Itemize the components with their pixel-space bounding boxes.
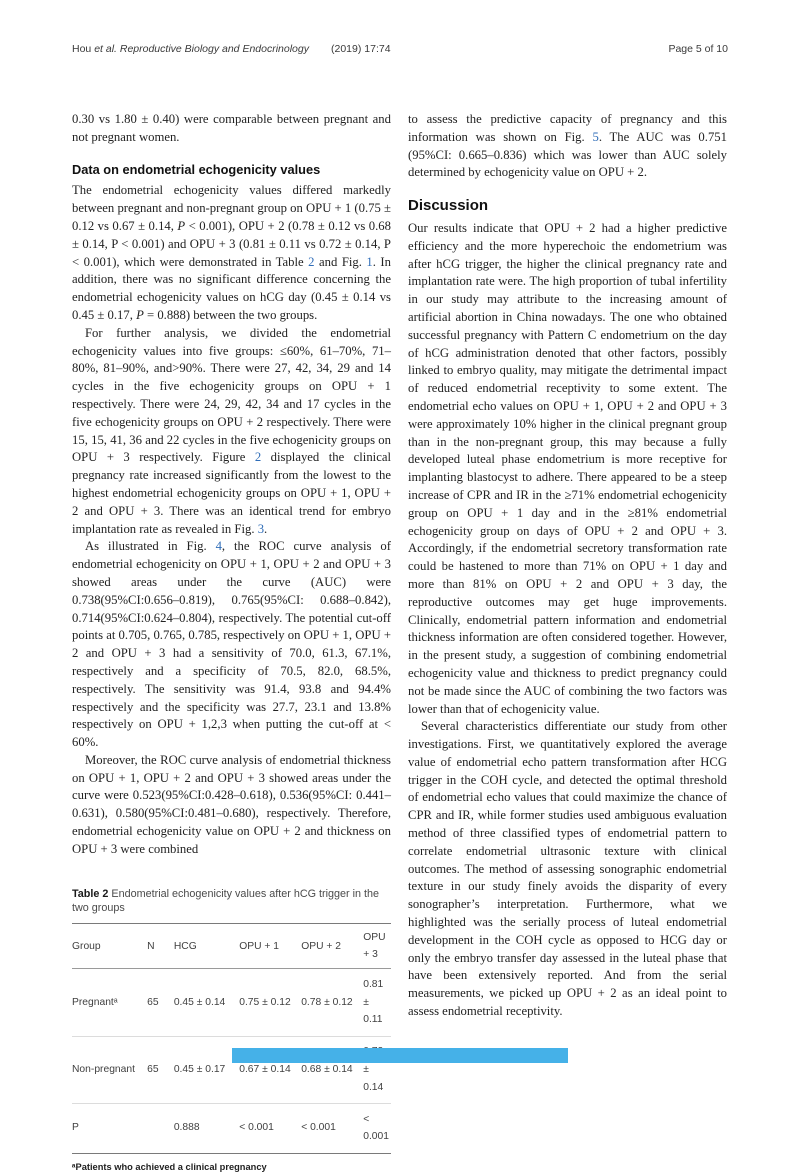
text-segment: Several characteristics differentiate our study from other investigations. First, we quantitatively explored the average value of endometrial echo pattern transformation after HCG trigger in the COH cycle, and detected the optimal threshold of endometrial echo values that could maximize the chance of CPR and IR, while former studies used ambiguous evaluation method of three classified types of endometrial pattern to correlate endometrial ultrasonic texture with clinical outcomes. The method of assessing sonographic endometrial texture in our study finely avoids the disparity of every sonographer’s interpretation. Furthermore, what we highlighted was the serially process of luteal endometrial development in the COH cycle as opposed to HCG day or only the embryo transfer day assessed in the luteal phase that have been extensively reported. And from the serial measurements, we picked up OPU + 2 as an ideal point to assess endometrial receptivity.: [408, 719, 727, 1019]
column-header: OPU + 1: [239, 923, 301, 969]
table-cell: 0.81 ± 0.11: [363, 969, 391, 1036]
paragraph-continued: [72, 111, 391, 147]
table-cell: Non-pregnant: [72, 1036, 147, 1103]
paragraph: [408, 718, 727, 1021]
table-cell: 0.45 ± 0.17: [174, 1036, 239, 1103]
table-cell: P: [72, 1104, 147, 1154]
table-2: [72, 923, 391, 1154]
header-journal-title: et al. Reproductive Biology and Endocrinology: [94, 43, 309, 55]
text-segment: . The AUC was 0.751 (95%CI: 0.665–0.836) which was lower than AUC solely determined by echogenicity value on OPU + 2.: [408, 129, 727, 180]
paragraph: [72, 182, 391, 324]
figure-table-ref-link[interactable]: 2: [254, 450, 262, 465]
column-header: Group: [72, 923, 147, 969]
figure-table-ref-link[interactable]: 1: [366, 254, 373, 269]
text-segment: Moreover, the ROC curve analysis of endometrial thickness on OPU + 1, OPU + 2 and OPU + 3 showed areas under the curve were 0.523(95%CI:0.428–0.618), 0.536(95%CI: 0.441–0.631), 0.580(95%CI:0.481–0.680), respectively. Therefore, endometrial echogenicity value on OPU + 2 and thickness on OPU + 3 were combined: [72, 752, 391, 856]
table-cell: 65: [147, 1036, 174, 1103]
table-cell: 65: [147, 969, 174, 1036]
text-segment: to assess the predictive capacity of pregnancy and this information was shown on Fig.: [408, 112, 727, 144]
right-column: [408, 111, 727, 1176]
table-2-header: [72, 923, 391, 969]
table-cell: < 0.001: [239, 1104, 301, 1154]
table-cell: < 0.001: [363, 1104, 391, 1154]
text-segment: , the ROC curve analysis of endometrial echogenicity on OPU + 1, OPU + 2 and OPU + 3 showed areas under the curve (AUC) were 0.738(95%CI:0.656–0.819), 0.765(95%CI: 0.688–0.842), 0.714(95%CI:0.624–0.804), respectively. The potential cut-off points at 0.705, 0.765, 0.785, respectively on OPU + 1, OPU + 2 and OPU + 3 had a sensitivity of 70.0, 61.3, 67.1%, respectively and a specificity of 70.5, 82.0, 68.5%, respectively. The sensitivity was 91.4, 93.8 and 94.4% respectively and the specificity was 27.7, 23.1 and 13.8% respectively on OPU + 1,2,3 when putting the cut-off at < 60%.: [72, 539, 391, 750]
header-citation: (2019) 17:74: [331, 43, 391, 55]
table-cell: < 0.001: [301, 1104, 363, 1154]
table-cell: [147, 1104, 174, 1154]
header-authors: Hou: [72, 43, 95, 55]
table-2-caption-text: Endometrial echogenicity values after hCG trigger in the two groups: [72, 887, 380, 915]
table-2-block: [72, 887, 391, 1176]
left-column: [72, 111, 391, 1176]
table-2-footnote: ᵃPatients who achieved a clinical pregnancy: [72, 1161, 267, 1172]
header-page-number: Page 5 of 10: [668, 43, 728, 55]
text-segment: .: [264, 521, 268, 536]
paragraph: [72, 538, 391, 752]
table-row: [72, 1036, 391, 1103]
table-2-caption-label: Table 2: [72, 887, 109, 900]
column-header: OPU + 3: [363, 923, 391, 969]
subsection-heading-echogenicity: Data on endometrial echogenicity values: [72, 161, 321, 177]
paragraph: [408, 220, 727, 718]
text-segment: P: [177, 218, 186, 233]
running-header: [72, 43, 728, 55]
figure-table-ref-link[interactable]: 2: [308, 254, 315, 269]
column-header: HCG: [174, 923, 239, 969]
two-column-body: [72, 111, 728, 1176]
section-heading-discussion: Discussion: [408, 197, 489, 215]
table-cell: Pregnantᵃ: [72, 969, 147, 1036]
table-cell: 0.45 ± 0.14: [174, 969, 239, 1036]
table-cell: 0.67 ± 0.14: [239, 1036, 301, 1103]
text-segment: < 0.001), OPU + 2 (0.78 ± 0.12 vs 0.68 ± 0.14, P < 0.001) and OPU + 3 (0.81 ± 0.11 vs 0.72 ± 0.14, P < 0.001), which were demonstrated in Table: [72, 218, 391, 269]
figure-table-ref-link[interactable]: 5: [592, 129, 599, 144]
text-segment: Our results indicate that OPU + 2 had a higher predictive efficiency and the more hyperechoic the endometrium was after hCG trigger, the higher the clinical pregnancy rate and implantation rate were. The high proportion of tubal infertility in our study may attribute to the increasing amount of artificial abortion in China nowadays. The one who obtained successful pregnancy with Pattern C endometrium on the day of hCG administration denoted that other factors, possibly linked to embryo quality, may mitigate the detrimental impact of reduced endometrial receptivity to some extent. The endometrial echo values on OPU + 1, OPU + 2 and OPU + 3 were approximately 10% higher in the clinical pregnant group than in the non-pregnant group, this may because a fully developed luteal phase endometrium is more receptive for implanting blastocyst to adhere. There appeared to be a steep increase of CPR and IR in the ≥71% endometrial echogenicity group on OPU + 1 day and in the ≥81% endometrial echogenicity group on days of OPU + 2 and OPU + 3. Accordingly, if the endometrial secretory transformation rate could be hastened to more than 71% on OPU + 1 day and more than 81% on OPU + 2 and OPU + 3 day, the reproductive outcomes may get huge improvements. Clinically, endometrial pattern information and endometrial thickness information are often considered together. However, in the present study, a suggestion of combining endometrial echogenicity value and thickness to predict pregnancy could not be made since the AUC of combining the two factors was lower than that of echogenicity value.: [408, 220, 727, 716]
text-segment: displayed the clinical pregnancy rate increased significantly from the lowest to the highest endometrial echogenicity groups on OPU + 1, OPU + 2 and OPU + 3. There was an identical trend for embryo implantation rate as revealed in Fig.: [72, 450, 391, 536]
text-segment: As illustrated in Fig.: [85, 539, 216, 554]
table-cell: 0.888: [174, 1104, 239, 1154]
table-row: [72, 1104, 391, 1154]
text-segment: 0.30 vs 1.80 ± 0.40) were comparable between pregnant and not pregnant women.: [72, 112, 391, 144]
table-row: [72, 969, 391, 1036]
column-header: N: [147, 923, 174, 969]
table-2-caption: [72, 887, 391, 916]
header-citation-line: [72, 43, 391, 55]
text-segment: For further analysis, we divided the endometrial echogenicity values into five groups: ≤60%, 61–70%, 71–80%, 81–90%, and>90%. There were 27, 42, 34, 29 and 14 cycles in the five echogenicity groups on OPU + 1 respectively. There were 24, 29, 42, 34 and 17 cycles in the five echogenicity groups on OPU + 2 respectively. There were 15, 15, 41, 36 and 22 cycles in the five echogenicity groups on OPU + 3 respectively. Figure: [72, 325, 391, 465]
figure-table-ref-link[interactable]: 4: [215, 539, 222, 554]
table-cell: 0.75 ± 0.12: [239, 969, 301, 1036]
table-cell: 0.68 ± 0.14: [301, 1036, 363, 1103]
table-cell: ± 0.14: [363, 1036, 391, 1103]
paragraph: [72, 325, 391, 539]
text-segment: P: [136, 307, 144, 322]
column-header: OPU + 2: [301, 923, 363, 969]
figure-table-ref-link[interactable]: 3: [257, 521, 265, 536]
text-segment: . In addition, there was no significant difference concerning the endometrial echogenicity values on hCG day (0.45 ± 0.14 vs 0.45 ± 0.17,: [72, 254, 391, 322]
text-segment: and Fig.: [314, 254, 367, 269]
table-cell: 0.78 ± 0.12: [301, 969, 363, 1036]
paragraph-continued: [408, 111, 727, 182]
next-page-figure-strip: [232, 1048, 568, 1063]
text-segment: The endometrial echogenicity values differed markedly between pregnant and non-pregnant group on OPU + 1 (0.75 ± 0.12 vs 0.67 ± 0.14,: [72, 183, 391, 233]
text-segment: = 0.888) between the two groups.: [143, 307, 318, 322]
paragraph: [72, 752, 391, 859]
